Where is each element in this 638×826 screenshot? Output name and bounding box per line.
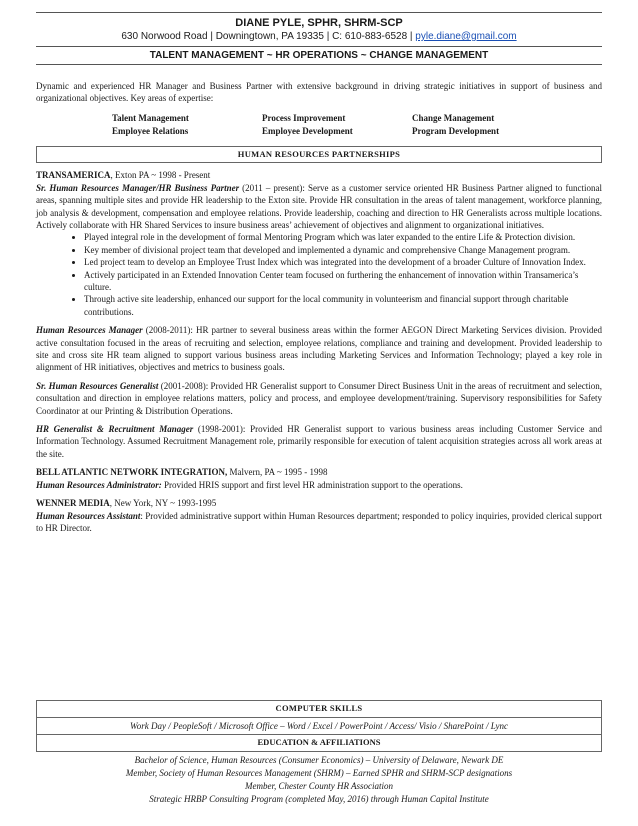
role-text: (2008-2011): HR partner to several business areas within the former AEGON Direct Marketing Services division. Provided active consultation focused in the areas of recruiting and selection, employee relations, compliance and training and development. Provided leadership to site and cross site HR team aligned to support various business areas including Marketing Services and Information Technology; played a key role in alignment of HR initiatives, objectives and metrics to business goals. [36,325,602,373]
role-text: (2001-2008): Provided HR Generalist support to Consumer Direct Business Unit in the areas of recruitment and selection, consultation and direction in employee relations matters, policy and process, and employee development/training. Supervisory responsibilities for Safety Coordinator at our Printing & Distribution Operations. [36,380,603,416]
expertise-item: Change Management [412,112,495,123]
role-title: HR Generalist & Recruitment Manager [36,424,194,435]
role-description [36,380,602,417]
section-heading-education: EDUCATION & AFFILIATIONS [36,735,602,752]
resume-header [36,12,602,65]
company-line [36,497,602,509]
list-item: • Key member of divisional project team that developed and implemented a dynamic and comprehensive Change Management program. [84,244,602,256]
expertise-item: Talent Management [112,112,189,123]
role-title: Sr. Human Resources Generalist [36,380,159,391]
education-list [36,752,602,806]
role-description [36,479,602,491]
summary-paragraph: Dynamic and experienced HR Manager and Business Partner with extensive background in driving strategic initiatives in support of business and organizational objectives. Key areas of expertise: [36,81,602,104]
expertise-item: Employee Development [262,126,353,137]
role-description [36,182,602,232]
role-title: Human Resources Assistant [36,510,141,521]
company-name: TRANSAMERICA [36,170,111,181]
contact-line [36,30,602,43]
role-title: Human Resources Manager [36,325,143,336]
job-transamerica [36,169,602,460]
education-line: Member, Chester County HR Association [244,780,394,791]
education-line: Bachelor of Science, Human Resources (Consumer Economics) – University of Delaware, Newark DE [134,754,504,765]
list-item: • Led project team to develop an Employee Trust Index which was integrated into the development of a broader Culture of Innovation Index. [84,256,602,268]
role-text: Provided HRIS support and first level HR administration support to the operations. [161,479,463,490]
role-text: (2011 – present): Serve as a customer service oriented HR Business Partner aligned to functional areas, spanning multiple sites and provide HR leadership to the Exton site. Provide HR consultation in the areas of talent management, workforce planning, job analysis & development, compensation and employee relations. Provide leadership, coaching and direction to HR Generalists across multiple locations. Actively collaborate with HR Shared Services to insure business areas’ achievement of objectives and alignment to organizational initiatives. [36,182,602,230]
company-location: , Exton PA ~ 1998 - Present [110,170,211,181]
candidate-name: DIANE PYLE, SPHR, SHRM-SCP [235,17,403,29]
expertise-grid [112,112,602,138]
resume-footer [36,700,602,806]
list-item: • Through active site leadership, enhanced our support for the local community in volunteerism and financial support through charitable contributions. [84,293,602,318]
achievement-list [36,231,602,318]
profile-tagline: TALENT MANAGEMENT ~ HR OPERATIONS ~ CHANGE MANAGEMENT [36,46,602,65]
company-line [36,466,602,478]
role-description [36,423,602,460]
company-name: WENNER MEDIA [36,498,110,509]
company-line [36,169,602,181]
company-name: BELL ATLANTIC NETWORK INTEGRATION, [36,467,228,478]
education-line: Member, Society of Human Resources Management (SHRM) – Earned SPHR and SHRM-SCP designations [125,767,513,778]
company-location: Malvern, PA ~ 1995 - 1998 [227,467,328,478]
job-bell-atlantic [36,466,602,491]
list-item: • Actively participated in an Extended Innovation Center team focused on furthering the enhancement of innovation within Transamerica’s culture. [84,269,602,294]
email-link[interactable]: pyle.diane@gmail.com [415,31,517,42]
role-title: Sr. Human Resources Manager/HR Business Partner [36,182,240,193]
role-title: Human Resources Administrator: [36,479,162,490]
expertise-item: Process Improvement [262,112,346,123]
job-wenner-media [36,497,602,534]
role-description [36,510,602,535]
education-line: Strategic HRBP Consulting Program (completed May, 2016) through Human Capital Institute [149,793,489,804]
section-heading-hr: HUMAN RESOURCES PARTNERSHIPS [36,146,602,164]
resume-body [36,80,602,534]
contact-address-phone: 630 Norwood Road | Downingtown, PA 19335 | C: 610-883-6528 | [121,31,413,42]
company-location: , New York, NY ~ 1993-1995 [109,498,217,509]
expertise-item: Employee Relations [112,126,189,137]
list-item: • Played integral role in the development of formal Mentoring Program which was later expanded to the entire Life & Protection division. [84,231,602,243]
section-heading-computer: COMPUTER SKILLS [36,700,602,718]
role-text: (1998-2001): Provided HR Generalist support to various business areas including Customer Service and Information Technology. Assumed Recruitment Management role, primarily responsible for execution of talent acquisition strategies across all work areas at the site. [36,424,602,459]
role-text: : Provided administrative support within Human Resources department; responded to policy inquiries, provided clerical support to HR Director. [36,510,602,533]
expertise-item: Program Development [412,126,500,137]
computer-skills-line: Work Day / PeopleSoft / Microsoft Office – Word / Excel / PowerPoint / Access/ Visio / SharePoint / Lync [36,718,602,735]
role-description [36,324,602,374]
